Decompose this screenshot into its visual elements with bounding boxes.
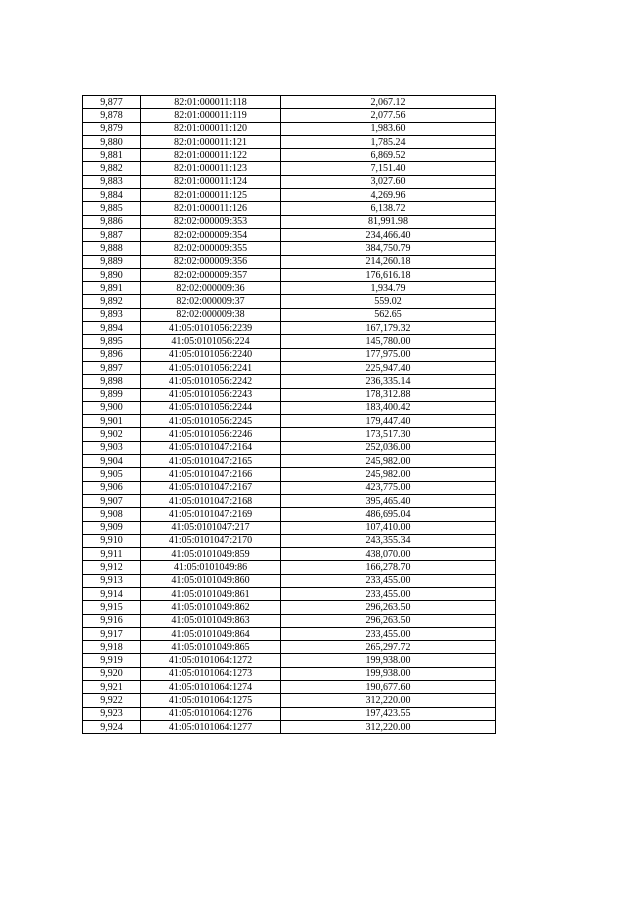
table-row: [83, 468, 496, 481]
amount-cell: 167,179.32: [281, 322, 496, 335]
cadastral-number-cell: 41:05:0101064:1276: [141, 707, 281, 720]
table-row: [83, 282, 496, 295]
amount-cell: 245,982.00: [281, 455, 496, 468]
cadastral-number-cell: 41:05:0101049:863: [141, 614, 281, 627]
cadastral-number-cell: 41:05:0101056:2239: [141, 322, 281, 335]
cadastral-number-cell: 41:05:0101056:2244: [141, 401, 281, 414]
amount-cell: 6,869.52: [281, 149, 496, 162]
table-row: [83, 268, 496, 281]
cadastral-number-cell: 82:01:000011:121: [141, 135, 281, 148]
amount-cell: 296,263.50: [281, 601, 496, 614]
table-row: [83, 654, 496, 667]
amount-cell: 199,938.00: [281, 654, 496, 667]
row-index-cell: 9,900: [83, 401, 141, 414]
cadastral-number-cell: 41:05:0101047:2164: [141, 441, 281, 454]
table-row: [83, 175, 496, 188]
amount-cell: 438,070.00: [281, 548, 496, 561]
cadastral-number-cell: 41:05:0101047:2167: [141, 481, 281, 494]
amount-cell: 423,775.00: [281, 481, 496, 494]
table-row: [83, 441, 496, 454]
table-row: [83, 375, 496, 388]
row-index-cell: 9,917: [83, 627, 141, 640]
table-row: [83, 122, 496, 135]
row-index-cell: 9,907: [83, 494, 141, 507]
row-index-cell: 9,880: [83, 135, 141, 148]
cadastral-number-cell: 82:02:000009:356: [141, 255, 281, 268]
cadastral-number-cell: 41:05:0101056:224: [141, 335, 281, 348]
amount-cell: 2,067.12: [281, 96, 496, 109]
amount-cell: 225,947.40: [281, 361, 496, 374]
row-index-cell: 9,891: [83, 282, 141, 295]
cadastral-number-cell: 41:05:0101047:217: [141, 521, 281, 534]
table-row: [83, 548, 496, 561]
cadastral-number-cell: 82:02:000009:38: [141, 308, 281, 321]
row-index-cell: 9,890: [83, 268, 141, 281]
amount-cell: 312,220.00: [281, 720, 496, 733]
table-row: [83, 202, 496, 215]
row-index-cell: 9,887: [83, 228, 141, 241]
row-index-cell: 9,882: [83, 162, 141, 175]
row-index-cell: 9,921: [83, 681, 141, 694]
cadastral-number-cell: 41:05:0101049:859: [141, 548, 281, 561]
table-row: [83, 455, 496, 468]
amount-cell: 199,938.00: [281, 667, 496, 680]
amount-cell: 559.02: [281, 295, 496, 308]
table-row: [83, 508, 496, 521]
cadastral-number-cell: 41:05:0101056:2242: [141, 375, 281, 388]
table-row: [83, 428, 496, 441]
table-row: [83, 534, 496, 547]
table-row: [83, 481, 496, 494]
row-index-cell: 9,904: [83, 455, 141, 468]
cadastral-number-cell: 82:01:000011:122: [141, 149, 281, 162]
row-index-cell: 9,919: [83, 654, 141, 667]
amount-cell: 312,220.00: [281, 694, 496, 707]
row-index-cell: 9,877: [83, 96, 141, 109]
amount-cell: 395,465.40: [281, 494, 496, 507]
table-row: [83, 388, 496, 401]
cadastral-number-cell: 41:05:0101056:2245: [141, 415, 281, 428]
cadastral-number-cell: 82:01:000011:118: [141, 96, 281, 109]
table-row: [83, 189, 496, 202]
cadastral-number-cell: 82:02:000009:355: [141, 242, 281, 255]
amount-cell: 233,455.00: [281, 587, 496, 600]
cadastral-number-cell: 41:05:0101047:2170: [141, 534, 281, 547]
table-row: [83, 614, 496, 627]
cadastral-number-cell: 82:01:000011:120: [141, 122, 281, 135]
table-row: [83, 322, 496, 335]
amount-cell: 214,260.18: [281, 255, 496, 268]
cadastral-number-cell: 41:05:0101064:1272: [141, 654, 281, 667]
table-row: [83, 494, 496, 507]
amount-cell: 3,027.60: [281, 175, 496, 188]
row-index-cell: 9,884: [83, 189, 141, 202]
row-index-cell: 9,885: [83, 202, 141, 215]
table-row: [83, 135, 496, 148]
amount-cell: 183,400.42: [281, 401, 496, 414]
row-index-cell: 9,913: [83, 574, 141, 587]
cadastral-number-cell: 82:02:000009:354: [141, 228, 281, 241]
table-row: [83, 720, 496, 733]
row-index-cell: 9,922: [83, 694, 141, 707]
amount-cell: 245,982.00: [281, 468, 496, 481]
row-index-cell: 9,924: [83, 720, 141, 733]
cadastral-number-cell: 41:05:0101064:1274: [141, 681, 281, 694]
amount-cell: 233,455.00: [281, 627, 496, 640]
cadastral-number-cell: 41:05:0101049:861: [141, 587, 281, 600]
row-index-cell: 9,898: [83, 375, 141, 388]
amount-cell: 179,447.40: [281, 415, 496, 428]
table-row: [83, 415, 496, 428]
amount-cell: 265,297.72: [281, 641, 496, 654]
amount-cell: 7,151.40: [281, 162, 496, 175]
row-index-cell: 9,886: [83, 215, 141, 228]
table-row: [83, 601, 496, 614]
cadastral-number-cell: 82:01:000011:124: [141, 175, 281, 188]
amount-cell: 4,269.96: [281, 189, 496, 202]
amount-cell: 1,934.79: [281, 282, 496, 295]
amount-cell: 197,423.55: [281, 707, 496, 720]
amount-cell: 296,263.50: [281, 614, 496, 627]
amount-cell: 178,312.88: [281, 388, 496, 401]
table-row: [83, 561, 496, 574]
table-row: [83, 361, 496, 374]
table-row: [83, 574, 496, 587]
row-index-cell: 9,892: [83, 295, 141, 308]
cadastral-number-cell: 41:05:0101049:864: [141, 627, 281, 640]
row-index-cell: 9,909: [83, 521, 141, 534]
cadastral-number-cell: 82:02:000009:37: [141, 295, 281, 308]
cadastral-number-cell: 41:05:0101056:2243: [141, 388, 281, 401]
row-index-cell: 9,901: [83, 415, 141, 428]
amount-cell: 176,616.18: [281, 268, 496, 281]
cadastral-number-cell: 41:05:0101049:86: [141, 561, 281, 574]
table-row: [83, 242, 496, 255]
amount-cell: 1,785.24: [281, 135, 496, 148]
table-row: [83, 308, 496, 321]
amount-cell: 190,677.60: [281, 681, 496, 694]
table-row: [83, 228, 496, 241]
row-index-cell: 9,888: [83, 242, 141, 255]
amount-cell: 384,750.79: [281, 242, 496, 255]
row-index-cell: 9,883: [83, 175, 141, 188]
amount-cell: 177,975.00: [281, 348, 496, 361]
table-row: [83, 681, 496, 694]
row-index-cell: 9,899: [83, 388, 141, 401]
row-index-cell: 9,908: [83, 508, 141, 521]
amount-cell: 236,335.14: [281, 375, 496, 388]
amount-cell: 1,983.60: [281, 122, 496, 135]
table-row: [83, 149, 496, 162]
row-index-cell: 9,896: [83, 348, 141, 361]
cadastral-number-cell: 41:05:0101064:1277: [141, 720, 281, 733]
cadastral-number-cell: 41:05:0101049:862: [141, 601, 281, 614]
row-index-cell: 9,915: [83, 601, 141, 614]
table-row: [83, 96, 496, 109]
amount-cell: 486,695.04: [281, 508, 496, 521]
cadastral-number-cell: 41:05:0101047:2169: [141, 508, 281, 521]
table-row: [83, 641, 496, 654]
amount-cell: 145,780.00: [281, 335, 496, 348]
row-index-cell: 9,923: [83, 707, 141, 720]
row-index-cell: 9,879: [83, 122, 141, 135]
amount-cell: 166,278.70: [281, 561, 496, 574]
amount-cell: 6,138.72: [281, 202, 496, 215]
table-body: [83, 96, 496, 734]
table-row: [83, 401, 496, 414]
cadastral-number-cell: 82:01:000011:119: [141, 109, 281, 122]
table-row: [83, 335, 496, 348]
row-index-cell: 9,903: [83, 441, 141, 454]
amount-cell: 107,410.00: [281, 521, 496, 534]
row-index-cell: 9,920: [83, 667, 141, 680]
cadastral-number-cell: 41:05:0101047:2166: [141, 468, 281, 481]
table-row: [83, 109, 496, 122]
cadastral-number-cell: 41:05:0101056:2240: [141, 348, 281, 361]
row-index-cell: 9,897: [83, 361, 141, 374]
table-row: [83, 667, 496, 680]
cadastral-number-cell: 82:02:000009:36: [141, 282, 281, 295]
table-row: [83, 707, 496, 720]
table-row: [83, 521, 496, 534]
row-index-cell: 9,893: [83, 308, 141, 321]
amount-cell: 234,466.40: [281, 228, 496, 241]
table-row: [83, 587, 496, 600]
cadastral-number-cell: 82:02:000009:357: [141, 268, 281, 281]
amount-cell: 252,036.00: [281, 441, 496, 454]
row-index-cell: 9,878: [83, 109, 141, 122]
table-row: [83, 162, 496, 175]
table-row: [83, 295, 496, 308]
amount-cell: 562.65: [281, 308, 496, 321]
cadastral-number-cell: 41:05:0101049:860: [141, 574, 281, 587]
cadastral-number-cell: 41:05:0101047:2168: [141, 494, 281, 507]
amount-cell: 233,455.00: [281, 574, 496, 587]
row-index-cell: 9,881: [83, 149, 141, 162]
amount-cell: 173,517.30: [281, 428, 496, 441]
row-index-cell: 9,889: [83, 255, 141, 268]
table-row: [83, 348, 496, 361]
row-index-cell: 9,894: [83, 322, 141, 335]
table-row: [83, 694, 496, 707]
cadastral-number-cell: 41:05:0101056:2241: [141, 361, 281, 374]
cadastral-number-cell: 41:05:0101049:865: [141, 641, 281, 654]
amount-cell: 81,991.98: [281, 215, 496, 228]
row-index-cell: 9,911: [83, 548, 141, 561]
cadastral-number-cell: 82:01:000011:126: [141, 202, 281, 215]
amount-cell: 2,077.56: [281, 109, 496, 122]
cadastral-number-cell: 41:05:0101064:1273: [141, 667, 281, 680]
row-index-cell: 9,918: [83, 641, 141, 654]
data-table: [82, 95, 496, 734]
row-index-cell: 9,905: [83, 468, 141, 481]
table-row: [83, 255, 496, 268]
row-index-cell: 9,914: [83, 587, 141, 600]
table-row: [83, 627, 496, 640]
cadastral-number-cell: 41:05:0101047:2165: [141, 455, 281, 468]
amount-cell: 243,355.34: [281, 534, 496, 547]
row-index-cell: 9,910: [83, 534, 141, 547]
row-index-cell: 9,895: [83, 335, 141, 348]
cadastral-number-cell: 41:05:0101064:1275: [141, 694, 281, 707]
row-index-cell: 9,902: [83, 428, 141, 441]
cadastral-number-cell: 82:02:000009:353: [141, 215, 281, 228]
cadastral-number-cell: 82:01:000011:125: [141, 189, 281, 202]
row-index-cell: 9,916: [83, 614, 141, 627]
table-row: [83, 215, 496, 228]
cadastral-number-cell: 82:01:000011:123: [141, 162, 281, 175]
cadastral-number-cell: 41:05:0101056:2246: [141, 428, 281, 441]
row-index-cell: 9,912: [83, 561, 141, 574]
row-index-cell: 9,906: [83, 481, 141, 494]
